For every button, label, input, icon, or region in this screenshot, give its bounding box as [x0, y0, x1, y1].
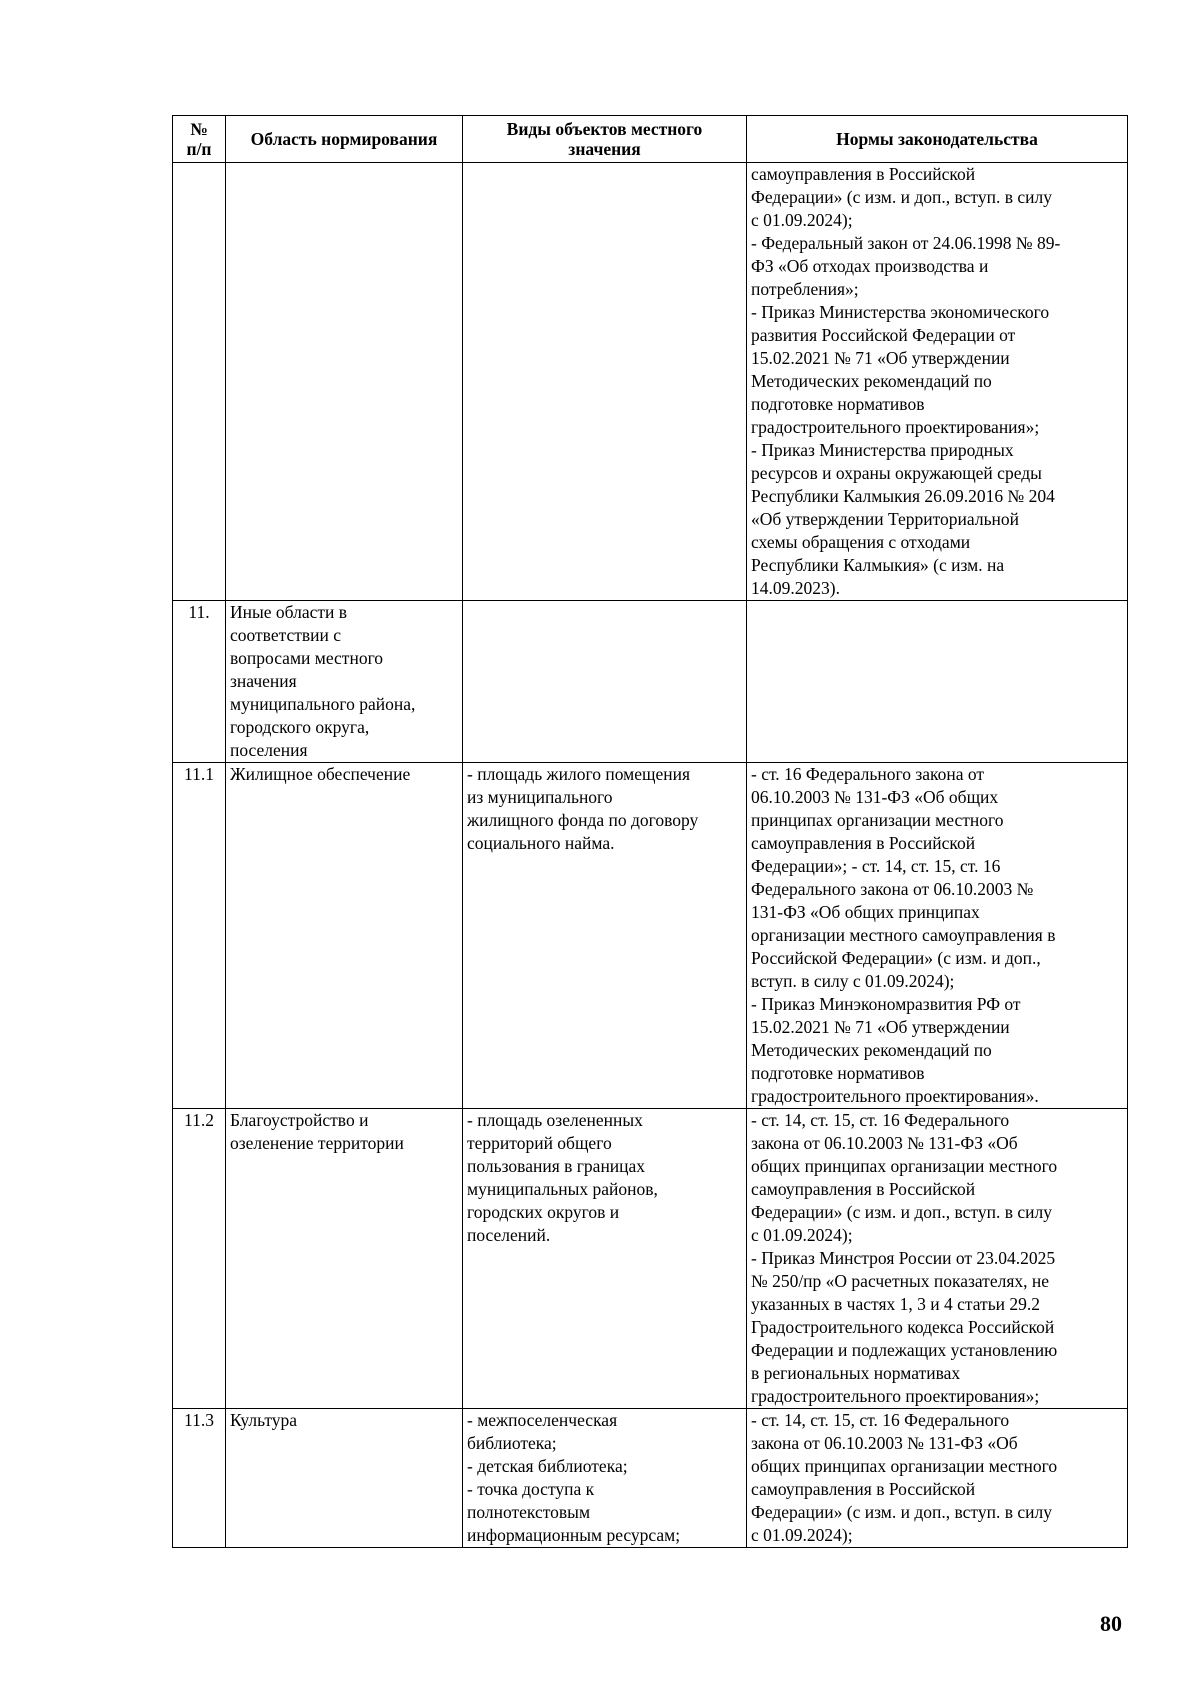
norms-cell-line: Методических рекомендаций по: [751, 1040, 992, 1060]
norms-cell-line: общих принципах организации местного: [751, 1456, 1058, 1476]
table-row: [173, 601, 1128, 763]
norms-cell-line: Федерации и подлежащих установлению: [751, 1340, 1058, 1360]
norms-cell: [747, 1109, 1128, 1409]
norms-cell-line: Федерации»; - ст. 14, ст. 15, ст. 16: [751, 856, 1001, 876]
objects-cell: [463, 763, 747, 1109]
norms-cell-line: № 250/пр «О расчетных показателях, не: [751, 1271, 1050, 1291]
norms-cell-line: развития Российской Федерации от: [751, 325, 1016, 345]
norms-cell-line: самоуправления в Российской: [751, 1179, 976, 1199]
norms-cell-line: Российской Федерации» (с изм. и доп.,: [751, 948, 1041, 968]
norms-cell-line: ФЗ «Об отходах производства и: [751, 256, 989, 276]
row-number: 11.1: [173, 763, 226, 1109]
area-cell: [226, 763, 463, 1109]
objects-cell-line: - межпоселенческая: [467, 1410, 618, 1430]
norms-cell-line: самоуправления в Российской: [751, 833, 976, 853]
area-cell-line: муниципального района,: [230, 694, 416, 714]
area-cell-line: озеленение территории: [230, 1133, 404, 1153]
norms-table: [172, 115, 1128, 1548]
norms-cell-line: - ст. 14, ст. 15, ст. 16 Федерального: [751, 1110, 1010, 1130]
row-number: 11.2: [173, 1109, 226, 1409]
norms-cell-line: 131-ФЗ «Об общих принципах: [751, 902, 980, 922]
norms-cell-line: с 01.09.2024);: [751, 1225, 853, 1245]
objects-cell: [463, 163, 747, 601]
norms-cell-line: - Федеральный закон от 24.06.1998 № 89-: [751, 233, 1061, 253]
objects-cell-line: пользования в границах: [467, 1156, 646, 1176]
objects-cell: [463, 1109, 747, 1409]
objects-cell-line: полнотекстовым: [467, 1502, 591, 1522]
objects-cell-line: территорий общего: [467, 1133, 612, 1153]
area-cell-line: вопросами местного: [230, 648, 384, 668]
objects-cell-line: социального найма.: [467, 833, 615, 853]
area-cell-line: Благоустройство и: [230, 1110, 369, 1130]
norms-cell-line: Федерального закона от 06.10.2003 №: [751, 879, 1034, 899]
objects-cell-line: информационным ресурсам;: [467, 1525, 681, 1545]
area-cell: [226, 163, 463, 601]
table-row: [173, 763, 1128, 1109]
norms-cell-line: ресурсов и охраны окружающей среды: [751, 463, 1042, 483]
norms-cell-line: градостроительного проектирования».: [751, 1086, 1039, 1106]
norms-cell-line: Методических рекомендаций по: [751, 371, 992, 391]
norms-cell-line: Республики Калмыкия 26.09.2016 № 204: [751, 486, 1055, 506]
objects-cell-line: жилищного фонда по договору: [467, 810, 699, 830]
area-cell: [226, 601, 463, 763]
norms-cell-line: 06.10.2003 № 131-ФЗ «Об общих: [751, 787, 999, 807]
objects-cell-line: библиотека;: [467, 1433, 557, 1453]
area-cell: [226, 1409, 463, 1548]
norms-cell-line: потребления»;: [751, 279, 859, 299]
objects-cell-line: - площадь жилого помещения: [467, 764, 691, 784]
objects-cell-line: городских округов и: [467, 1202, 620, 1222]
table-header-row: [173, 116, 1128, 163]
norms-cell-line: общих принципах организации местного: [751, 1156, 1058, 1176]
page-number: 80: [1100, 1611, 1122, 1636]
table-body: [173, 163, 1128, 1548]
area-cell-line: городского округа,: [230, 717, 370, 737]
norms-cell: [747, 763, 1128, 1109]
norms-cell-line: - Приказ Минстроя России от 23.04.2025: [751, 1248, 1056, 1268]
norms-cell-line: вступ. в силу с 01.09.2024);: [751, 971, 955, 991]
row-number: 11.: [173, 601, 226, 763]
norms-cell-line: - Приказ Министерства природных: [751, 440, 1014, 460]
header-number-line-1: № п/п: [186, 119, 212, 159]
area-cell-line: соответствии с: [230, 625, 342, 645]
header-area: Область нормирования: [226, 116, 463, 163]
area-cell-line: поселения: [230, 740, 308, 760]
norms-cell-line: подготовке нормативов: [751, 394, 925, 414]
area-cell-line: Жилищное обеспечение: [230, 764, 411, 784]
row-number: [173, 163, 226, 601]
norms-cell: [747, 1409, 1128, 1548]
norms-cell-line: подготовке нормативов: [751, 1063, 925, 1083]
norms-cell-line: - ст. 16 Федерального закона от: [751, 764, 985, 784]
table-row: [173, 1109, 1128, 1409]
norms-cell-line: - Приказ Министерства экономического: [751, 302, 1050, 322]
norms-cell: [747, 163, 1128, 601]
header-objects: [463, 116, 747, 163]
norms-cell-line: с 01.09.2024);: [751, 1525, 853, 1545]
objects-cell-line: - точка доступа к: [467, 1479, 595, 1499]
objects-cell-line: - площадь озелененных: [467, 1110, 643, 1130]
area-cell-line: Культура: [230, 1410, 298, 1430]
norms-cell-line: 14.09.2023).: [751, 578, 840, 598]
norms-cell-line: самоуправления в Российской: [751, 164, 976, 184]
norms-cell-line: схемы обращения с отходами: [751, 532, 971, 552]
norms-cell-line: градостроительного проектирования»;: [751, 417, 1040, 437]
norms-cell-line: Республики Калмыкия» (с изм. на: [751, 555, 1005, 575]
norms-cell-line: «Об утверждении Территориальной: [751, 509, 1020, 529]
objects-cell-line: муниципальных районов,: [467, 1179, 658, 1199]
norms-cell-line: самоуправления в Российской: [751, 1479, 976, 1499]
norms-cell-line: 15.02.2021 № 71 «Об утверждении: [751, 348, 1010, 368]
norms-cell: [747, 601, 1128, 763]
objects-cell-line: поселений.: [467, 1225, 551, 1245]
norms-cell-line: Градостроительного кодекса Российской: [751, 1317, 1055, 1337]
norms-cell-line: принципах организации местного: [751, 810, 1004, 830]
objects-cell-line: из муниципального: [467, 787, 613, 807]
norms-cell-line: закона от 06.10.2003 № 131-ФЗ «Об: [751, 1133, 1018, 1153]
norms-cell-line: градостроительного проектирования»;: [751, 1386, 1040, 1406]
norms-cell-line: в региональных нормативах: [751, 1363, 961, 1383]
objects-cell-line: - детская библиотека;: [467, 1456, 628, 1476]
norms-cell-line: - ст. 14, ст. 15, ст. 16 Федерального: [751, 1410, 1010, 1430]
objects-cell: [463, 1409, 747, 1548]
norms-cell-line: указанных в частях 1, 3 и 4 статьи 29.2: [751, 1294, 1041, 1314]
norms-cell-line: закона от 06.10.2003 № 131-ФЗ «Об: [751, 1433, 1018, 1453]
header-number: [173, 116, 226, 163]
norms-cell-line: Федерации» (с изм. и доп., вступ. в силу: [751, 1502, 1052, 1522]
norms-cell-line: с 01.09.2024);: [751, 210, 853, 230]
row-number: 11.3: [173, 1409, 226, 1548]
norms-cell-line: Федерации» (с изм. и доп., вступ. в силу: [751, 187, 1052, 207]
header-norms: Нормы законодательства: [747, 116, 1128, 163]
norms-cell-line: - Приказ Минэкономразвития РФ от: [751, 994, 1021, 1014]
table-row: [173, 1409, 1128, 1548]
objects-cell: [463, 601, 747, 763]
table-row: [173, 163, 1128, 601]
norms-cell-line: Федерации» (с изм. и доп., вступ. в силу: [751, 1202, 1052, 1222]
area-cell: [226, 1109, 463, 1409]
norms-cell-line: организации местного самоуправления в: [751, 925, 1056, 945]
norms-cell-line: 15.02.2021 № 71 «Об утверждении: [751, 1017, 1010, 1037]
header-objects-text: Виды объектов местного значения: [506, 119, 703, 159]
area-cell-line: значения: [230, 671, 297, 691]
area-cell-line: Иные области в: [230, 602, 348, 622]
